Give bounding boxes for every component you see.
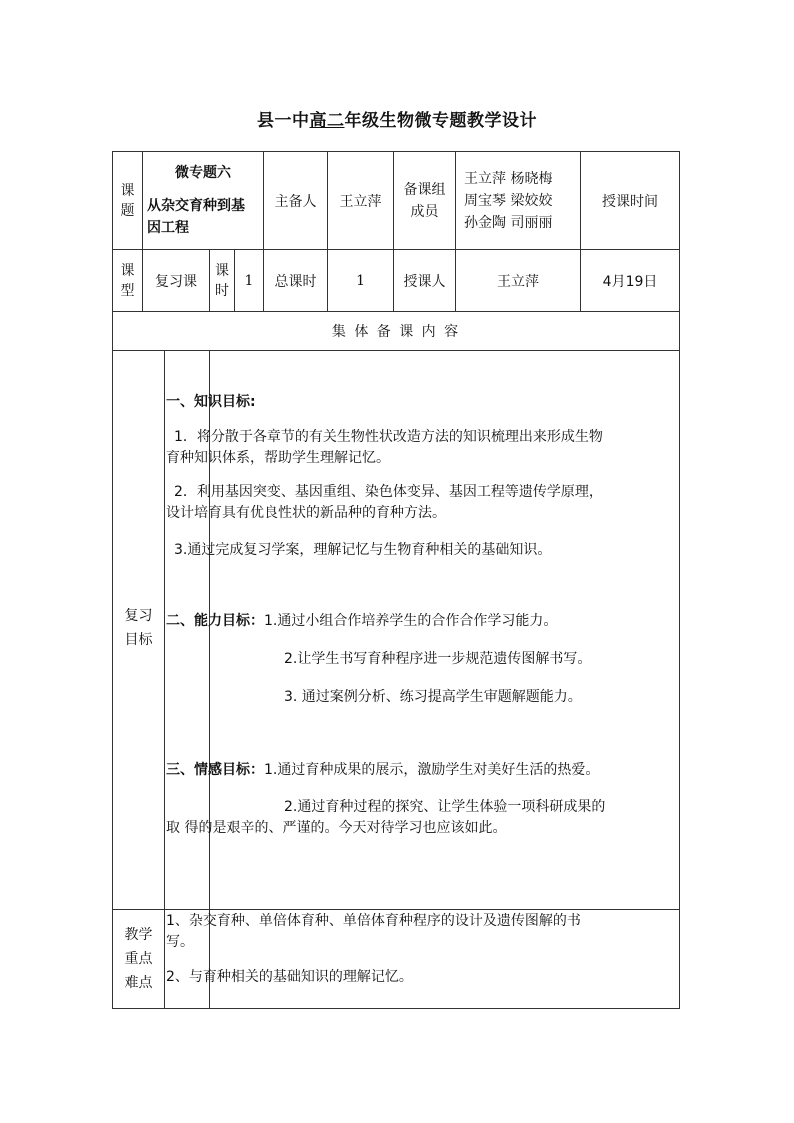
teacher-name: 王立萍 [456, 250, 581, 312]
knowledge-item-1b: 育种知识体系，帮助学生理解记忆。 [166, 450, 390, 466]
type-label: 课型 [120, 262, 135, 299]
lead-label: 主备人 [264, 152, 328, 250]
key-point-1b: 写。 [166, 934, 194, 950]
section-title-row [113, 312, 680, 351]
group-members-2: 周宝琴 梁姣姣 [464, 192, 553, 209]
type-label-cell [113, 250, 143, 312]
total-value: 1 [328, 250, 394, 312]
knowledge-item-3: 3.通过完成复习学案，理解记忆与生物育种相关的基础知识。 [174, 542, 552, 558]
date: 4月19日 [581, 250, 680, 312]
review-goals-content [166, 351, 680, 910]
key-points-label-2: 重点 [124, 951, 153, 967]
hours-label: 课时 [215, 262, 229, 299]
ability-title: 二、能力目标： [166, 613, 264, 629]
ability-item-1: 1.通过小组合作培养学生的合作合作学习能力。 [264, 613, 558, 629]
topic-line-1: 微专题六 [175, 164, 232, 181]
ability-item-3: 3. 通过案例分析、练习提高学生审题解题能力。 [284, 689, 582, 705]
group-members-3: 孙金陶 司丽丽 [464, 214, 553, 231]
key-point-1a: 1、杂交育种、单倍体育种、单倍体育种程序的设计及遗传图解的书 [166, 913, 581, 929]
topic-line-2: 从杂交育种到基因工程 [147, 197, 245, 236]
lead-name: 王立萍 [328, 152, 394, 250]
header-row-topic [113, 152, 680, 250]
emotion-item-2a: 2.通过育种过程的探究、让学生体验一项科研成果的 [284, 799, 606, 815]
emotion-title: 三、情感目标： [166, 762, 264, 778]
key-points-row [113, 910, 680, 1009]
section-title: 集 体 备 课 内 容 [113, 312, 680, 351]
hours-label-cell [210, 250, 235, 312]
knowledge-item-2b: 设计培育具有优良性状的新品种的育种方法。 [166, 505, 446, 521]
ability-item-2: 2.让学生书写育种程序进一步规范遗传图解书写。 [284, 651, 592, 667]
key-point-2: 2、与育种相关的基础知识的理解记忆。 [166, 969, 413, 985]
key-points-label-3: 难点 [124, 975, 153, 991]
review-goals-label-1: 复习 [124, 608, 153, 624]
group-members-1: 王立萍 杨晓梅 [464, 170, 553, 187]
group-label: 备课组成员 [403, 181, 446, 220]
header-row-type [113, 250, 680, 312]
key-points-content [166, 910, 680, 1009]
emotion-item-1: 1.通过育种成果的展示，激励学生对美好生活的热爱。 [264, 762, 600, 778]
page-title [0, 106, 794, 131]
topic-label: 课题 [120, 182, 135, 219]
title-prefix: 县一中 [257, 111, 310, 131]
review-goals-label-2: 目标 [124, 632, 153, 648]
group-label-cell [394, 152, 456, 250]
title-grade: 高二 [309, 111, 345, 131]
knowledge-item-1a: 1．将分散于各章节的有关生物性状改造方法的知识梳理出来形成生物 [174, 429, 603, 445]
teacher-label: 授课人 [394, 250, 456, 312]
total-label: 总课时 [264, 250, 328, 312]
title-suffix: 年级生物微专题教学设计 [344, 111, 537, 131]
hours-value: 1 [235, 250, 264, 312]
key-points-label-1: 教学 [124, 927, 153, 943]
type-value: 复习课 [143, 250, 210, 312]
knowledge-title: 一、知识目标: [166, 394, 256, 410]
topic-cell [143, 152, 264, 250]
group-members-cell [456, 152, 581, 250]
review-goals-row [113, 351, 680, 910]
time-label: 授课时间 [581, 152, 680, 250]
knowledge-item-2a: 2．利用基因突变、基因重组、染色体变异、基因工程等遗传学原理， [174, 484, 603, 500]
lesson-plan-table [112, 151, 680, 1009]
emotion-item-2b: 取 得的是艰辛的、严谨的。今天对待学习也应该如此。 [166, 820, 507, 836]
topic-label-cell [113, 152, 143, 250]
